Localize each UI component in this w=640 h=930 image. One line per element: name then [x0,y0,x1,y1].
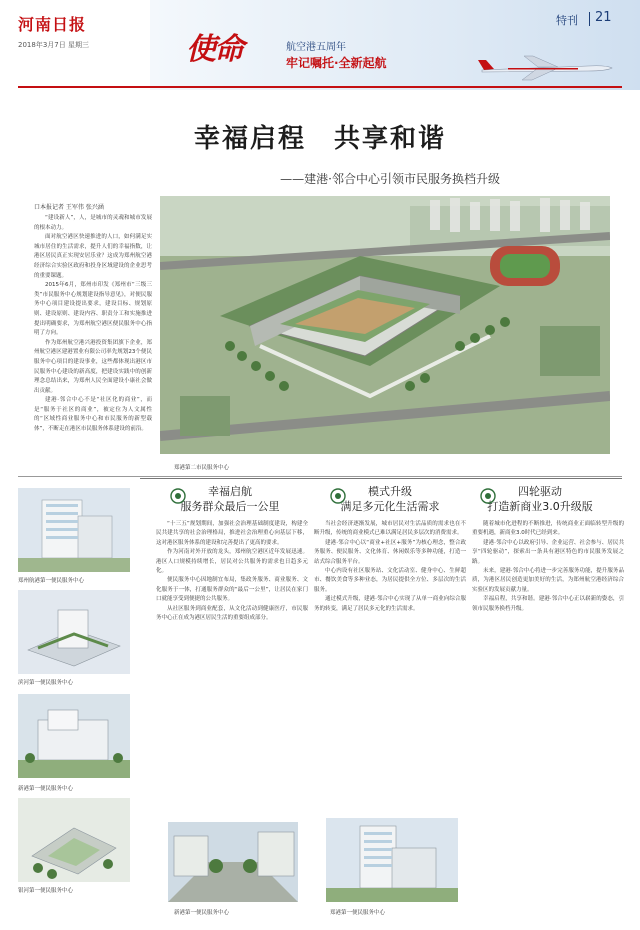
page-divider [589,12,590,26]
side-caption: 银河第一便民服务中心 [18,888,74,894]
column-title: 四轮驱动 [518,485,562,498]
column-subtitle: 打造新商业3.0升级版 [487,500,593,513]
column-heading [470,478,610,514]
headline: 幸福启程 共享和谐 [193,124,446,154]
street-caption: 新港第一便民服务中心 [174,910,230,916]
lead-text [34,214,152,435]
body-paragraph: 从社区服务到商业配套，从文化活动到健康医疗，市民服务中心正在成为港区居民生活的重要组成部分。 [156,605,308,622]
section-label: 特刊 [556,14,578,27]
byline: 口本报记者 王军伟 张兴涵 [34,204,104,211]
body-paragraph: 建港·邻合中心以政府引导、企业运营、社会参与、居民共享“四轮驱动”，探索出一条具有港区特色的市民服务发展之路。 [472,539,624,565]
target-icon [170,488,186,504]
side-caption: 滨河第一便民服务中心 [18,680,74,686]
tower-caption: 郑港第一便民服务中心 [330,910,386,916]
hero-aerial-image [160,196,610,454]
body-paragraph: 便民服务中心因地制宜布局，集政务服务、商业服务、文化服务于一体，打通服务群众的“最后一公里”，让居民在家门口就能享受到便捷的公共服务。 [156,577,308,603]
body-paragraph: 当社会经济逐渐发展，城市居民对生活品质的需求也在不断升级，传统的商业模式已难以满足居民多层次的消费需求。 [314,521,466,537]
side-photo [18,798,130,882]
airplane-icon [478,52,618,82]
newspaper-logo: 河南日报 [18,15,87,34]
column-title: 幸福启航 [208,485,252,498]
tower-photo [326,818,458,902]
body-column-2 [314,520,466,614]
column-title: 模式升级 [368,485,412,498]
body-column-3 [472,520,624,614]
side-photo [18,590,130,674]
target-icon [480,488,496,504]
target-icon [330,488,346,504]
side-photo [18,694,130,778]
mission-title: 使命 [186,32,242,67]
lead-paragraph: “建设新人”，人，是城市的灵魂和城市发展的根本动力。 [34,215,152,231]
side-caption: 新港第一便民服务中心 [18,786,74,792]
lead-paragraph: 2015年6月，郑州市印发《郑州市“三级三类”市民服务中心规划建设指导意见》，对便民服务中心项目建设提出要求，建设目标、规划原则、建设原则、建设内容、职责分工和实施推进提出明确要求，为郑州航空港区便民服务中心指明了方向。 [34,282,152,337]
lead-paragraph: 作为郑州航空港兴港投资集团旗下企业，郑州航空港区建港置业有限公司率先规划23个便民服务中心项目的建设事业，这些都体现出港区市民服务中心建设的新高度，把建设实践中的创新理念总结出来，为郑州人民全面建设小康社会做出贡献。 [34,339,152,394]
street-photo [168,822,298,902]
body-paragraph: 幸福启程，共享和谐。建港·邻合中心正以崭新的姿态，引领市民服务换档升级。 [472,596,624,612]
slogan: 牢记嘱托·全新起航 [286,56,387,70]
body-paragraph: 作为河南对外开放的龙头，郑州航空港区近年发展迅速。港区人口规模持续增长，居民对公共服务的需求也日趋多元化。 [156,549,308,575]
column-heading [320,478,460,514]
column-heading [160,478,300,514]
body-paragraph: 中心内设有社区服务站、文化活动室、健身中心、生鲜超市、餐饮美食等多种业态，为居民提供全方位、多层次的生活服务。 [314,568,466,593]
dateline: 2018年3月7日 星期三 [18,41,89,49]
section-rule [18,476,622,477]
body-paragraph: “十三五”规划期间，加强社会治理基础制度建设，构建全民共建共享的社会治理格局，推进社会治理重心向基层下移，这对港区服务体系的建设和完善提出了更高的要求。 [156,521,308,546]
body-paragraph: 建港·邻合中心以“商业+社区+服务”为核心理念，整合政务服务、便民服务、文化体育、休闲娱乐等多种功能，打造一站式综合服务平台。 [314,539,466,565]
page-number: 21 [595,10,612,25]
body-paragraph: 通过模式升级，建港·邻合中心实现了从单一商业向综合服务的转变，满足了居民多元化的生活需求。 [314,596,466,612]
column-subtitle: 服务群众最后一公里 [180,500,280,513]
top-rule [18,86,622,88]
side-caption: 郑州航港第一便民服务中心 [18,578,85,584]
anniversary-label: 航空港五周年 [286,42,346,53]
subheadline: ——建港·邻合中心引领市民服务换档升级 [280,172,500,186]
side-photo [18,488,130,572]
masthead [0,0,640,90]
column-subtitle: 满足多元化生活需求 [340,500,440,513]
body-paragraph: 随着城市化进程的不断推进，传统商业正面临转型升级的重要机遇，新商业3.0时代已经到来。 [472,521,624,537]
hero-caption: 郑港第二市民服务中心 [174,465,230,471]
body-column-1 [156,520,308,623]
lead-paragraph: 建港·邻合中心不是“社区化的商业”，而是“服务于社区的商业”，被定位为人文属性的“区域性商业服务中心和市民服务的新型载体”，不断走在港区市民服务体系建设的前沿。 [34,397,152,433]
body-paragraph: 未来，建港·邻合中心将进一步完善服务功能，提升服务品质，为港区居民创造更加美好的生活，为郑州航空港经济综合实验区的发展贡献力量。 [472,568,624,593]
lead-paragraph: 面对航空港区快速推进的人口，如何满足实城市居住的生活需求，提升人们的幸福指数，让港区居民真正实现安居乐业？这成为郑州航空港经济综合实验区政府和投身区域建设的企业思考的重要课题。 [34,234,152,279]
